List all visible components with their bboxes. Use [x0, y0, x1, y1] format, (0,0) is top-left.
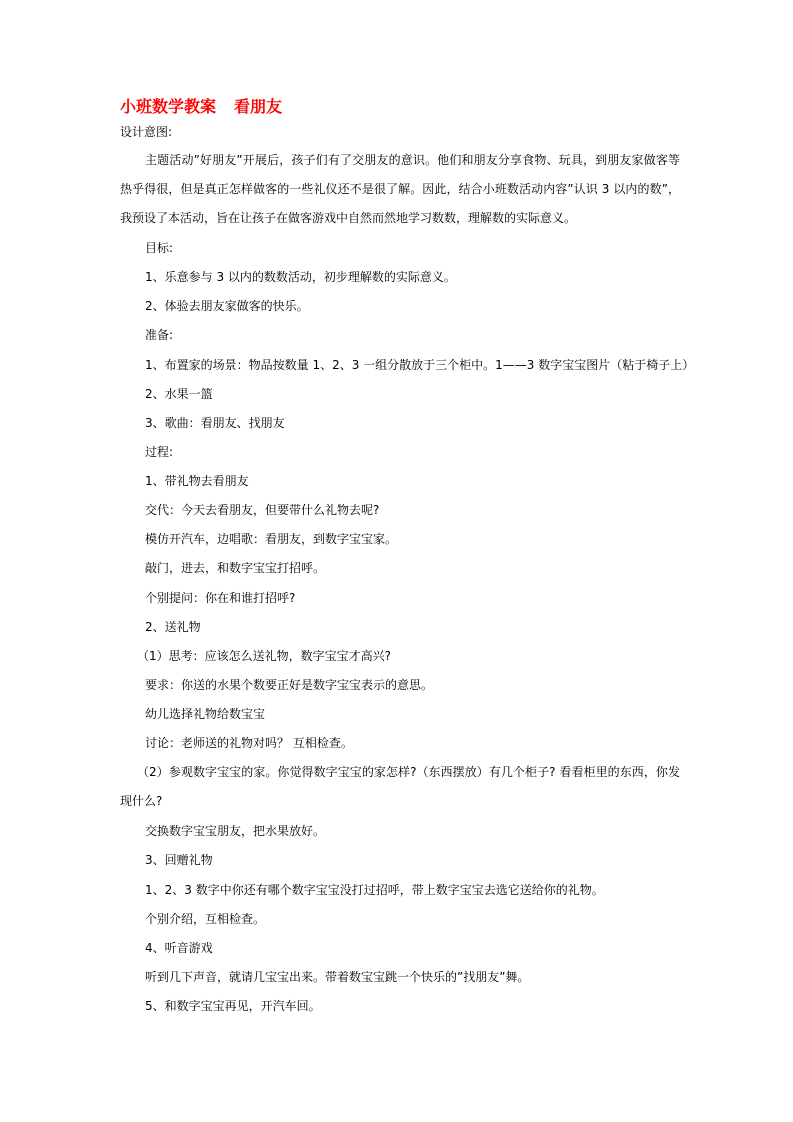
process-step-1-knock: 敲门，进去，和数字宝宝打招呼。 [145, 561, 326, 575]
preparation-item-2: 2、水果一篮 [145, 387, 213, 401]
process-step-1-question: 个别提问：你在和谁打招呼? [145, 591, 296, 605]
process-label: 过程: [145, 445, 174, 459]
process-step-1: 1、带礼物去看朋友 [145, 474, 249, 488]
preparation-item-3: 3、歌曲：看朋友、找朋友 [145, 416, 285, 430]
process-step-3-check: 个别介绍，互相检查。 [145, 912, 266, 926]
process-step-1-drive: 模仿开汽车，边唱歌：看朋友，到数字宝宝家。 [145, 532, 398, 546]
process-step-2-requirement: 要求：你送的水果个数要正好是数字宝宝表示的意思。 [145, 678, 434, 692]
preparation-label: 准备: [145, 328, 174, 342]
goal-item-2: 2、体验去朋友家做客的快乐。 [145, 299, 309, 313]
process-step-3-detail: 1、2、3 数字中你还有哪个数字宝宝没打过招呼，带上数字宝宝去选它送给你的礼物。 [145, 883, 604, 897]
preparation-item-1: 1、布置家的场景：物品按数量 1、2、3 一组分散放于三个柜中。1——3 数字宝宝图片（粘于椅子上） [145, 358, 695, 372]
goal-item-1: 1、乐意参与 3 以内的数数活动，初步理解数的实际意义。 [145, 270, 456, 284]
process-step-2: 2、送礼物 [145, 620, 201, 634]
process-step-5: 5、和数字宝宝再见，开汽车回。 [145, 999, 321, 1013]
process-step-3: 3、回赠礼物 [145, 853, 213, 867]
process-step-2-visit: （2）参观数字宝宝的家。你觉得数字宝宝的家怎样?（东西摆放）有几个柜子? 看看柜里的东西，你发现什么? [120, 765, 680, 808]
process-step-4: 4、听音游戏 [145, 941, 213, 955]
process-step-2-discuss: 讨论：老师送的礼物对吗？ 互相检查。 [145, 736, 353, 750]
design-intent-label: 设计意图: [120, 125, 173, 139]
title-main: 小班数学教案 [120, 97, 217, 116]
title-sub: 看朋友 [234, 97, 283, 116]
document-title [120, 96, 282, 118]
design-intent-paragraph: 主题活动”好朋友”开展后，孩子们有了交朋友的意识。他们和朋友分享食物、玩具，到朋友家做客等热乎得很，但是真正怎样做客的一些礼仪还不是很了解。因此，结合小班数活动内容”认识 3 以内的数”，我预设了本活动，旨在让孩子在做客游戏中自然而然地学习数数，理解数的实际意义。 [120, 153, 680, 225]
process-step-2-think: （1）思考：应该怎么送礼物，数字宝宝才高兴? [137, 649, 392, 663]
process-step-2-choose: 幼儿选择礼物给数宝宝 [145, 707, 266, 721]
process-step-1-explain: 交代：今天去看朋友，但要带什么礼物去呢? [145, 503, 380, 517]
process-step-2-exchange: 交换数字宝宝朋友，把水果放好。 [145, 824, 326, 838]
process-step-4-detail: 听到几下声音，就请几宝宝出来。带着数宝宝跳一个快乐的”找朋友”舞。 [145, 970, 530, 984]
goals-label: 目标: [145, 241, 174, 255]
